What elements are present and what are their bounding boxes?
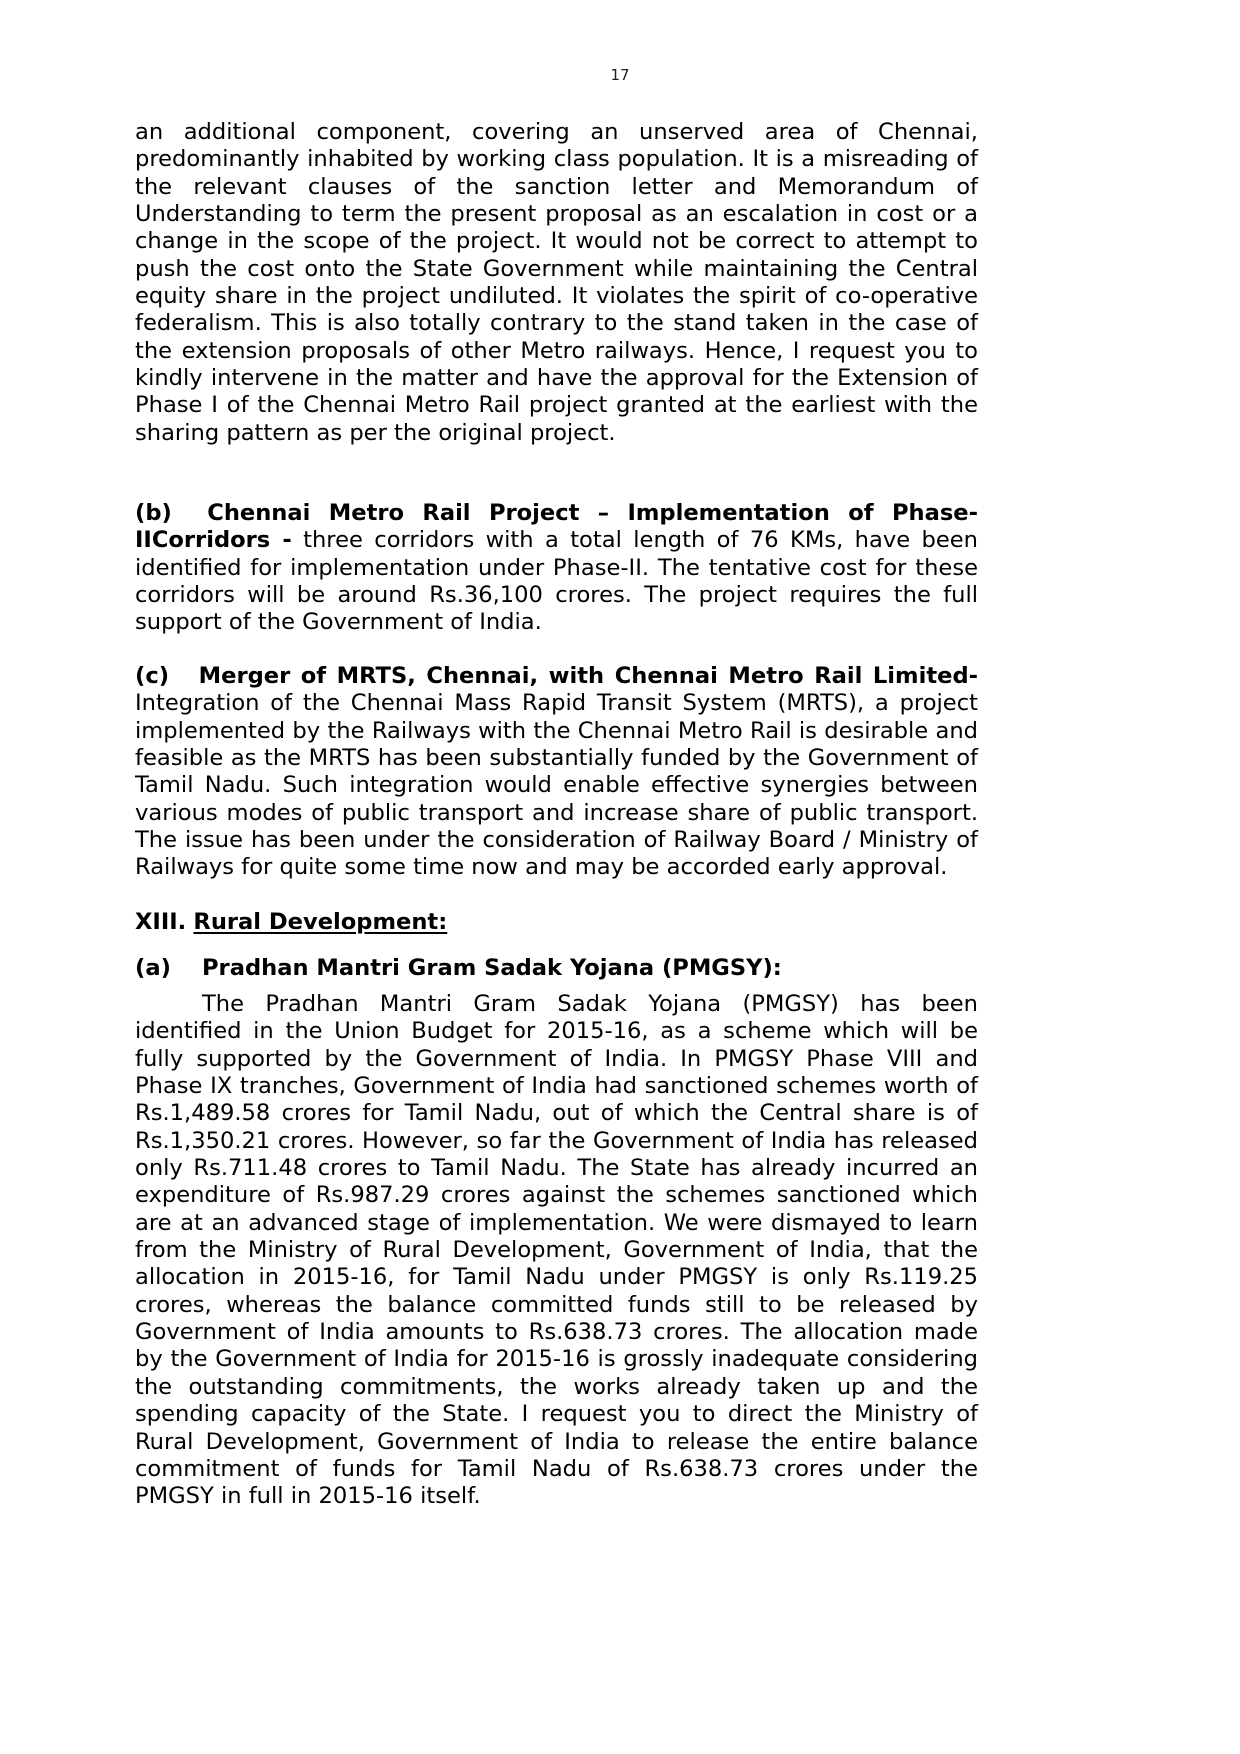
section-xiii-a-body: The Pradhan Mantri Gram Sadak Yojana (PMGSY) has been identified in the Union Budget for 2015-16, as a scheme which will be fully supported by the Government of India. In PMGSY Phase VIII and Phase IX tranches, Government of India had sanctioned schemes worth of Rs.1,489.58 crores for Tamil Nadu, out of which the Central share is of Rs.1,350.21 crores. However, so far the Government of India has released only Rs.711.48 crores to Tamil Nadu. The State has already incurred an expenditure of Rs.987.29 crores against the schemes sanctioned which are at an advanced stage of implementation. We were dismayed to learn from the Ministry of Rural Development, Government of India, that the allocation in 2015-16, for Tamil Nadu under PMGSY is only Rs.119.25 crores, whereas the balance committed funds still to be released by Government of India amounts to Rs.638.73 crores. The allocation made by the Government of India for 2015-16 is grossly inadequate considering the outstanding commitments, the works already taken up and the spending capacity of the State. I request you to direct the Ministry of Rural Development, Government of India to release the entire balance commitment of funds for Tamil Nadu of Rs.638.73 crores under the PMGSY in full in 2015-16 itself. (135, 991, 978, 1510)
section-xiii-a-label: (a) (135, 955, 171, 981)
section-xiii-a-heading-line (135, 955, 978, 982)
page-number: 17 (610, 66, 630, 84)
section-b-title: Chennai Metro Rail Project – Implementation of Phase-IICorridors - (135, 500, 978, 554)
continuation-paragraph: an additional component, covering an unserved area of Chennai, predominantly inhabited by working class population. It is a misreading of the relevant clauses of the sanction letter and Memorandum of Understanding to term the present proposal as an escalation in cost or a change in the scope of the project. It would not be correct to attempt to push the cost onto the State Government while maintaining the Central equity share in the project undiluted. It violates the spirit of co-operative federalism. This is also totally contrary to the stand taken in the case of the extension proposals of other Metro railways. Hence, I request you to kindly intervene in the matter and have the approval for the Extension of Phase I of the Chennai Metro Rail project granted at the earliest with the sharing pattern as per the original project. (135, 119, 978, 446)
section-b-label: (b) (135, 500, 172, 526)
section-c-body: Integration of the Chennai Mass Rapid Transit System (MRTS), a project implemented by the Railways with the Chennai Metro Rail is desirable and feasible as the MRTS has been substantially funded by the Government of Tamil Nadu. Such integration would enable effective synergies between various modes of public transport and increase share of public transport. The issue has been under the consideration of Railway Board / Ministry of Railways for quite some time now and may be accorded early approval. (135, 690, 978, 881)
section-c (135, 663, 978, 882)
section-xiii-heading-line (135, 909, 978, 936)
section-xiii-heading (135, 909, 978, 936)
section-xiii-a-heading (135, 955, 978, 982)
section-c-title: Merger of MRTS, Chennai, with Chennai Metro Rail Limited- (198, 663, 978, 689)
section-c-label: (c) (135, 663, 170, 689)
section-b (135, 500, 978, 637)
section-xiii-title: Rural Development: (193, 909, 448, 935)
section-xiii-a-body-block (135, 991, 978, 1511)
section-xiii-a-title: Pradhan Mantri Gram Sadak Yojana (PMGSY): (202, 955, 782, 981)
continuation-paragraph-block (135, 119, 978, 447)
section-xiii-number: XIII. (135, 909, 187, 935)
section-c-paragraph (135, 663, 978, 882)
section-b-paragraph (135, 500, 978, 637)
section-b-body: three corridors with a total length of 76 KMs, have been identified for implementation under Phase-II. The tentative cost for these corridors will be around Rs.36,100 crores. The project requires the full support of the Government of India. (135, 527, 978, 636)
